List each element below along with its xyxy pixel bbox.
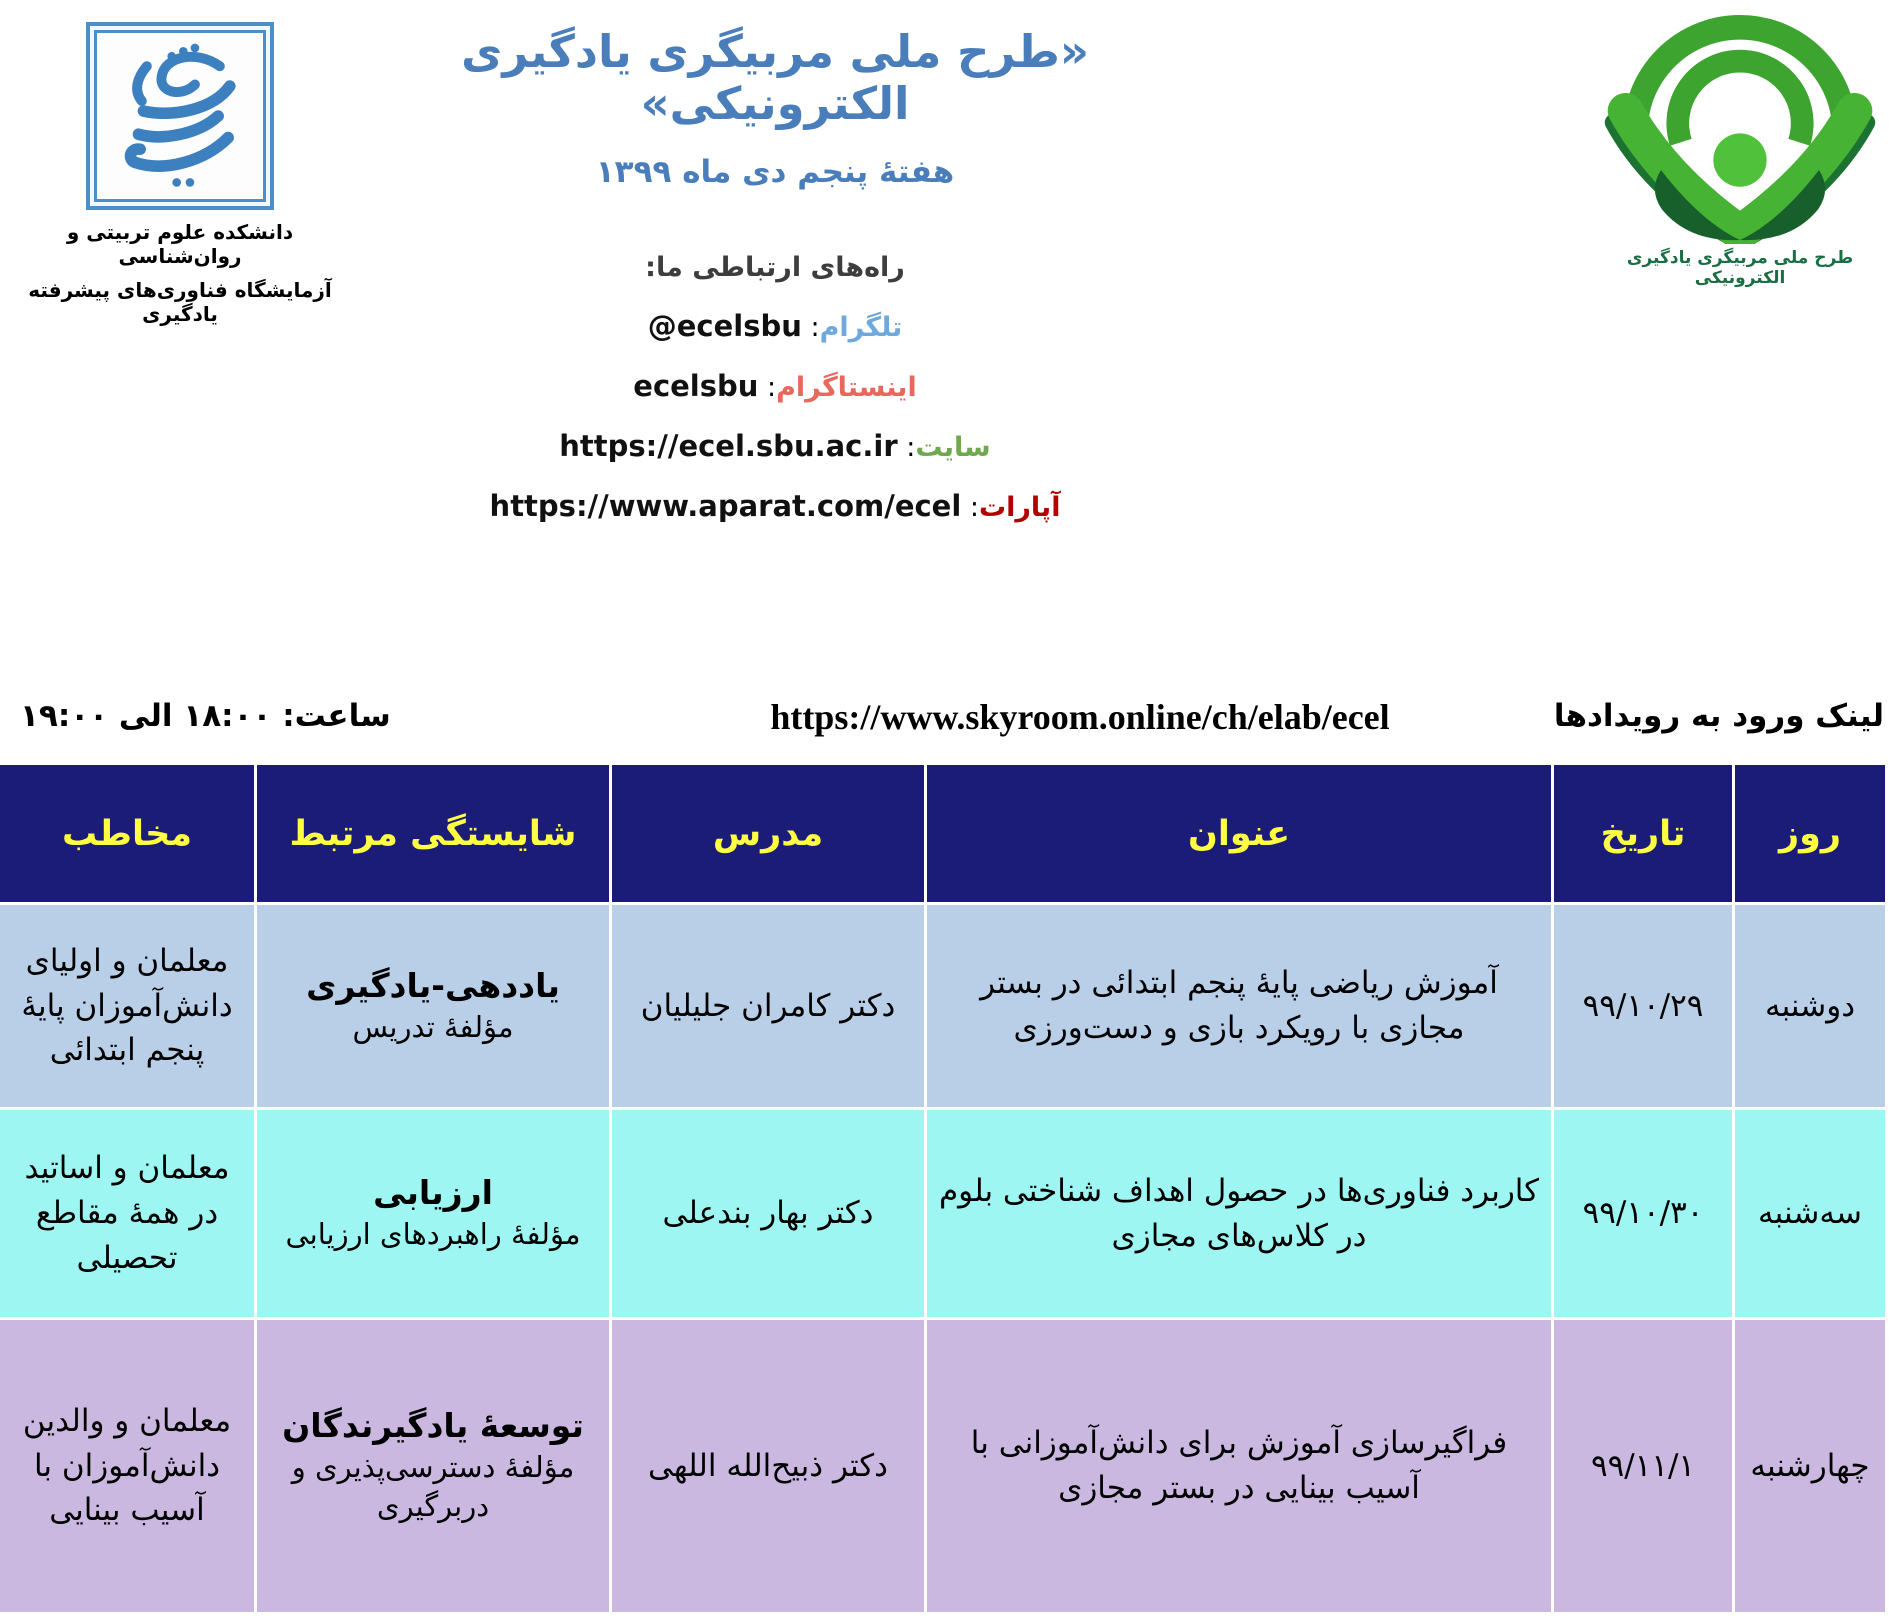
contact-aparat xyxy=(420,489,1130,523)
column-header-audience: مخاطب xyxy=(0,765,254,902)
column-header-competency: شایستگی مرتبط xyxy=(257,765,609,902)
telegram-handle[interactable]: @ecelsbu xyxy=(647,308,802,343)
row3-instructor: دکتر ذبیح‌الله اللهی xyxy=(612,1320,924,1612)
row3-competency xyxy=(257,1320,609,1612)
page-subtitle: هفتهٔ پنجم دی ماه ۱۳۹۹ xyxy=(595,153,955,190)
session-time: ساعت: ۱۸:۰۰ الی ۱۹:۰۰ xyxy=(20,698,391,734)
row2-day: سه‌شنبه xyxy=(1735,1110,1885,1317)
instagram-handle[interactable]: ecelsbu xyxy=(633,368,759,403)
events-link-label: لینک ورود به رویدادها xyxy=(1553,698,1884,734)
faculty-name: دانشکده علوم تربیتی و روان‌شناسی xyxy=(66,220,294,268)
row1-audience: معلمان و اولیای دانش‌آموزان پایهٔ پنجم ابتدائی xyxy=(0,905,254,1107)
website-url[interactable]: https://ecel.sbu.ac.ir xyxy=(559,428,898,463)
lab-name: آزمایشگاه فناوری‌های پیشرفته یادگیری xyxy=(28,278,332,326)
row3-title: فراگیرسازی آموزش برای دانش‌آموزانی با آسیب بینایی در بستر مجازی xyxy=(927,1320,1551,1612)
page-title: «طرح ملی مربیگری یادگیری الکترونیکی» xyxy=(461,25,1089,130)
university-block xyxy=(18,22,342,326)
column-header-title: عنوان xyxy=(927,765,1551,902)
ecel-project-logo-icon xyxy=(1588,12,1892,244)
row2-date: ۹۹/۱۰/۳۰ xyxy=(1554,1110,1732,1317)
project-logo-block xyxy=(1588,12,1892,288)
aparat-label: آپارات xyxy=(978,491,1061,523)
contact-telegram xyxy=(420,309,1130,343)
row3-date: ۹۹/۱۱/۱ xyxy=(1554,1320,1732,1612)
row1-competency xyxy=(257,905,609,1107)
instagram-label: اینستاگرام xyxy=(776,371,917,403)
row2-audience: معلمان و اساتید در همهٔ مقاطع تحصیلی xyxy=(0,1110,254,1317)
telegram-label: تلگرام xyxy=(819,311,903,343)
row1-instructor: دکتر کامران جلیلیان xyxy=(612,905,924,1107)
colon: : xyxy=(801,311,820,343)
title-block xyxy=(420,26,1130,523)
row3-audience: معلمان و والدین دانش‌آموزان با آسیب بینایی xyxy=(0,1320,254,1612)
row3-competency-main: توسعهٔ یادگیرندگان xyxy=(282,1406,584,1446)
skyroom-link[interactable]: https://www.skyroom.online/ch/elab/ecel xyxy=(770,697,1390,737)
column-header-date: تاریخ xyxy=(1554,765,1732,902)
row2-competency xyxy=(257,1110,609,1317)
row2-competency-note: مؤلفهٔ راهبردهای ارزیابی xyxy=(285,1217,581,1252)
row1-date: ۹۹/۱۰/۲۹ xyxy=(1554,905,1732,1107)
website-label: سایت xyxy=(915,431,991,463)
row2-competency-main: ارزیابی xyxy=(373,1173,493,1213)
schedule-table xyxy=(15,765,1885,1612)
project-logo-caption: طرح ملی مربیگری یادگیری الکترونیکی xyxy=(1626,248,1854,288)
row3-competency-note: مؤلفهٔ دسترسی‌پذیری و دربرگیری xyxy=(291,1450,575,1524)
row2-instructor: دکتر بهار بندعلی xyxy=(612,1110,924,1317)
colon: : xyxy=(758,371,777,403)
sbu-calligraphy-icon xyxy=(97,33,263,199)
row2-title: کاربرد فناوری‌ها در حصول اهداف شناختی بلوم در کلاس‌های مجازی xyxy=(927,1110,1551,1317)
aparat-url[interactable]: https://www.aparat.com/ecel xyxy=(489,488,962,523)
contact-heading: راه‌های ارتباطی ما: xyxy=(645,251,905,283)
row1-title: آموزش ریاضی پایهٔ پنجم ابتدائی در بستر مجازی با رویکرد بازی و دست‌ورزی xyxy=(927,905,1551,1107)
row1-competency-note: مؤلفهٔ تدریس xyxy=(352,1009,514,1044)
contact-website xyxy=(420,429,1130,463)
sbu-university-logo-icon xyxy=(86,22,274,210)
row3-day: چهارشنبه xyxy=(1735,1320,1885,1612)
colon: : xyxy=(961,491,979,523)
column-header-instructor: مدرس xyxy=(612,765,924,902)
contact-instagram xyxy=(420,369,1130,403)
row1-day: دوشنبه xyxy=(1735,905,1885,1107)
colon: : xyxy=(897,431,916,463)
column-header-day: روز xyxy=(1735,765,1885,902)
row1-competency-main: یاددهی-یادگیری xyxy=(306,965,560,1005)
